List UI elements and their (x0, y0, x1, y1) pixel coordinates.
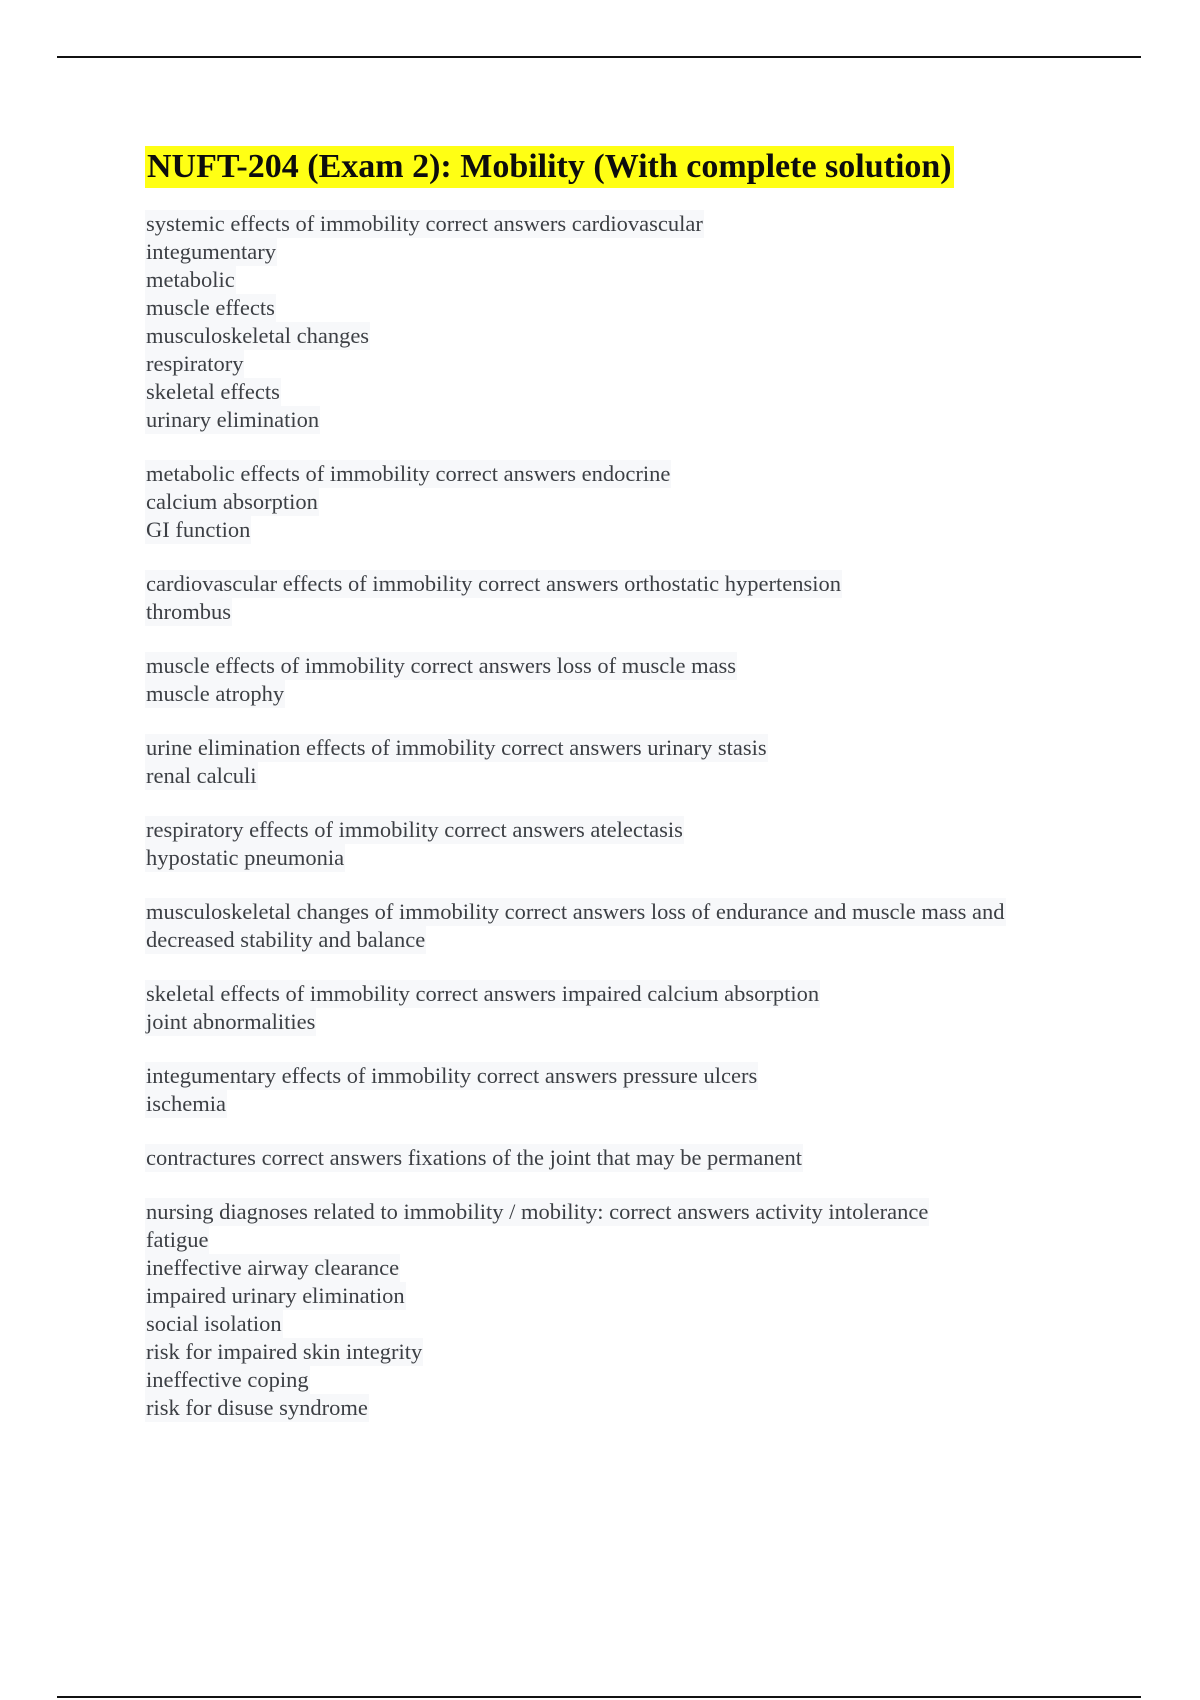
qa-answer-line: renal calculi (146, 763, 257, 788)
qa-answer-line: calcium absorption (146, 489, 318, 514)
qa-question-line: urine elimination effects of immobility correct answers urinary stasis (146, 735, 767, 760)
qa-block (145, 210, 1125, 434)
top-rule (57, 56, 1141, 58)
qa-block (145, 1198, 1125, 1422)
qa-answer-line: decreased stability and balance (146, 927, 426, 952)
qa-block (145, 570, 1125, 626)
qa-question-line: systemic effects of immobility correct answers cardiovascular (146, 211, 703, 236)
qa-question-line: musculoskeletal changes of immobility correct answers loss of endurance and muscle mass and (146, 899, 1005, 924)
qa-answer-line: respiratory (146, 351, 244, 376)
qa-answer-line: musculoskeletal changes (146, 323, 370, 348)
qa-answer-line: fatigue (146, 1227, 209, 1252)
qa-block (145, 1144, 1125, 1172)
qa-question-line: metabolic effects of immobility correct answers endocrine (146, 461, 671, 486)
qa-answer-line: impaired urinary elimination (146, 1283, 405, 1308)
qa-block (145, 898, 1125, 954)
qa-answer-line: integumentary (146, 239, 276, 264)
qa-list (145, 210, 1125, 1422)
qa-question-line: integumentary effects of immobility correct answers pressure ulcers (146, 1063, 758, 1088)
qa-answer-line: joint abnormalities (146, 1009, 316, 1034)
qa-answer-line: social isolation (146, 1311, 282, 1336)
document-body (145, 146, 1125, 1448)
qa-block (145, 734, 1125, 790)
qa-block (145, 460, 1125, 544)
bottom-rule (57, 1696, 1141, 1698)
qa-answer-line: muscle effects (146, 295, 275, 320)
qa-question-line: cardiovascular effects of immobility correct answers orthostatic hypertension (146, 571, 841, 596)
qa-answer-line: thrombus (146, 599, 232, 624)
qa-answer-line: ineffective airway clearance (146, 1255, 400, 1280)
qa-block (145, 816, 1125, 872)
qa-answer-line: skeletal effects (146, 379, 280, 404)
qa-answer-line: urinary elimination (146, 407, 320, 432)
qa-block (145, 1062, 1125, 1118)
qa-answer-line: risk for disuse syndrome (146, 1395, 368, 1420)
qa-answer-line: muscle atrophy (146, 681, 285, 706)
qa-answer-line: risk for impaired skin integrity (146, 1339, 423, 1364)
qa-question-line: contractures correct answers fixations of the joint that may be permanent (146, 1145, 803, 1170)
qa-question-line: muscle effects of immobility correct answers loss of muscle mass (146, 653, 737, 678)
qa-answer-line: ischemia (146, 1091, 226, 1116)
qa-question-line: respiratory effects of immobility correct answers atelectasis (146, 817, 683, 842)
qa-answer-line: ineffective coping (146, 1367, 309, 1392)
qa-block (145, 652, 1125, 708)
document-title: NUFT-204 (Exam 2): Mobility (With complete solution) (145, 146, 954, 188)
qa-answer-line: hypostatic pneumonia (146, 845, 345, 870)
qa-answer-line: GI function (146, 517, 251, 542)
qa-question-line: skeletal effects of immobility correct answers impaired calcium absorption (146, 981, 820, 1006)
qa-block (145, 980, 1125, 1036)
qa-answer-line: metabolic (146, 267, 235, 292)
qa-question-line: nursing diagnoses related to immobility / mobility: correct answers activity intolerance (146, 1199, 929, 1224)
